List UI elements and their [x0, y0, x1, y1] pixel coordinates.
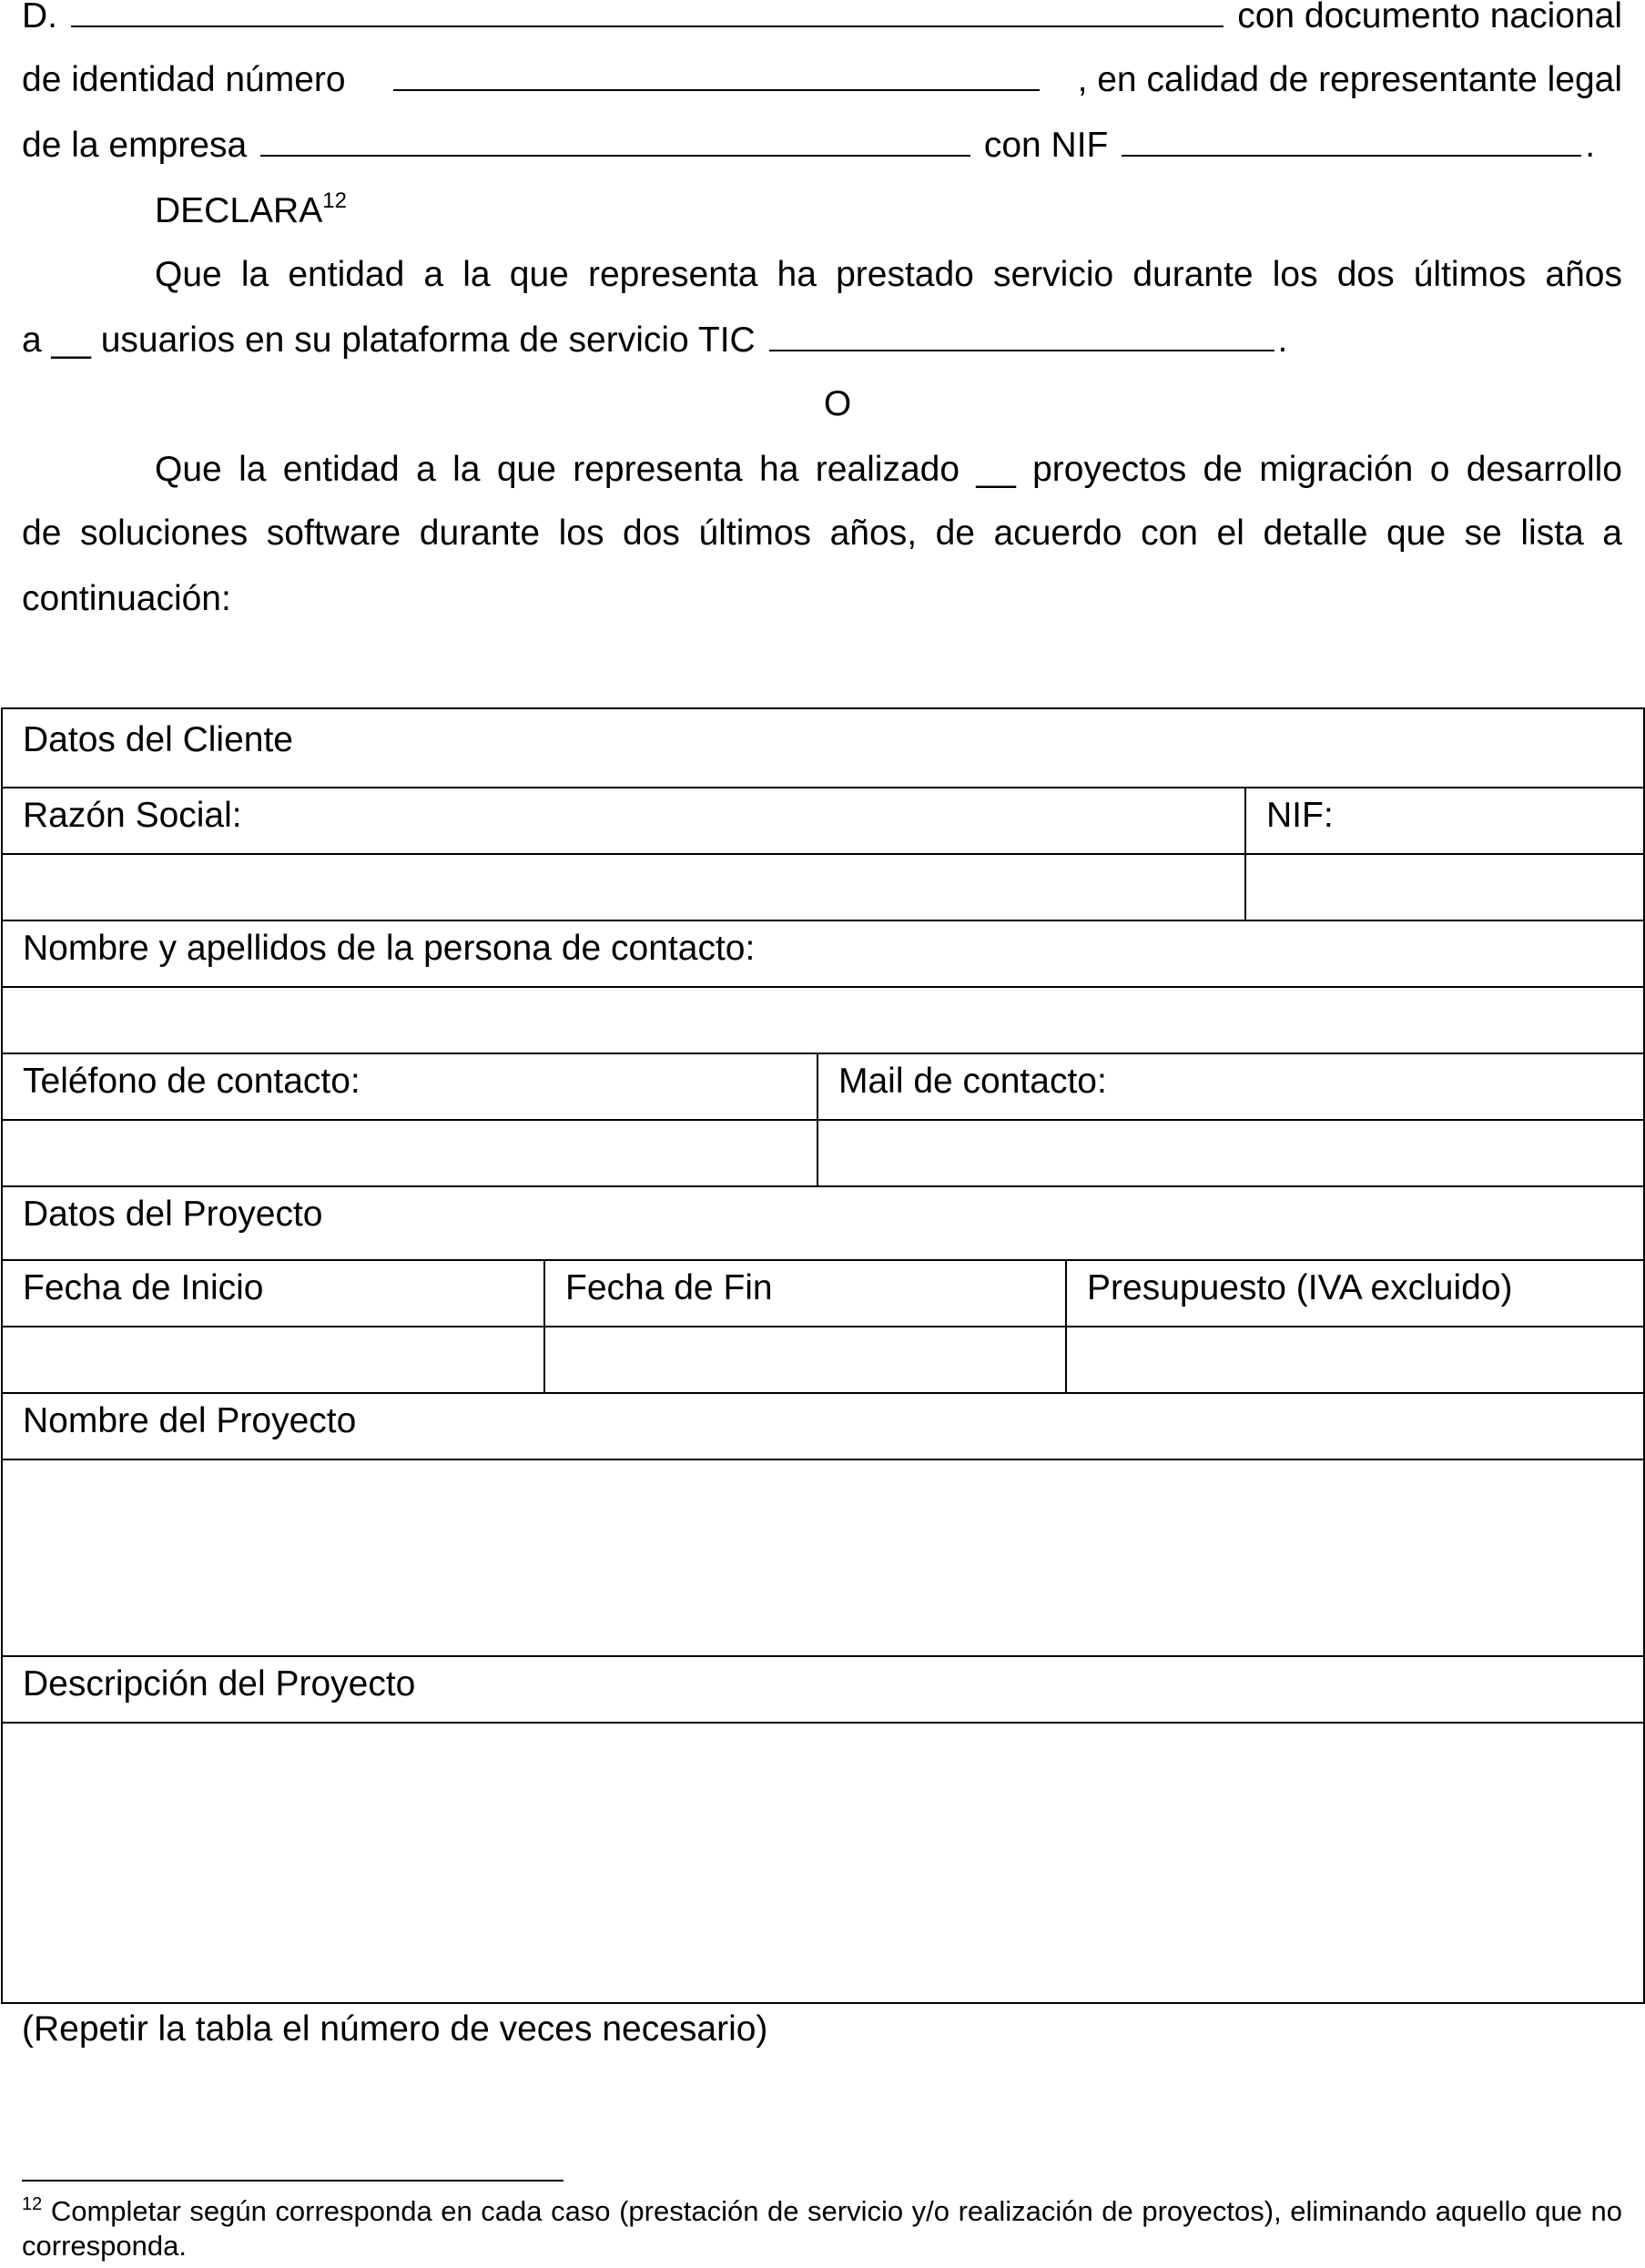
- footnote-text: Completar según corresponda en cada caso (prestación de servicio y/o realización de proyectos), eliminando aquello que no corresponda.: [22, 2195, 1622, 2262]
- repeat-table-note: (Repetir la tabla el número de veces necesario): [22, 2009, 768, 2049]
- project-section-header: Datos del Proyecto: [2, 1186, 1644, 1260]
- or-label: O: [823, 384, 852, 423]
- option1-text-2: a __ usuarios en su plataforma de servicio TIC: [22, 320, 766, 360]
- end-date-label: Fecha de Fin: [544, 1260, 1066, 1327]
- option1-line2: [22, 308, 1622, 373]
- declara-label: DECLARA: [155, 191, 323, 230]
- project-description-label: Descripción del Proyecto: [2, 1656, 1644, 1723]
- phone-mail-input-row: [2, 1120, 1644, 1186]
- option2-text-3: continuación:: [22, 579, 231, 618]
- tic-platform-blank[interactable]: [769, 319, 1274, 351]
- footnote-number: 12: [22, 2194, 43, 2214]
- client-section-header: Datos del Cliente: [2, 708, 1644, 788]
- footnote-ref: 12: [322, 188, 347, 213]
- phone-label: Teléfono de contacto:: [2, 1053, 817, 1120]
- mail-field[interactable]: [817, 1120, 1644, 1186]
- declarant-name-line: [22, 0, 1622, 49]
- line3-suffix: .: [1585, 126, 1596, 165]
- declarant-name-blank[interactable]: [71, 0, 1224, 27]
- option2-line3: [22, 566, 1622, 632]
- project-description-label-row: [2, 1656, 1644, 1723]
- company-name-blank[interactable]: [260, 124, 970, 157]
- razon-nif-input-row: [2, 854, 1644, 920]
- budget-field[interactable]: [1066, 1327, 1644, 1393]
- option1-line1: [22, 242, 1622, 308]
- razon-social-field[interactable]: [2, 854, 1245, 920]
- line2-prefix: de identidad número: [22, 60, 356, 99]
- budget-label: Presupuesto (IVA excluido): [1066, 1260, 1644, 1327]
- dates-budget-label-row: [2, 1260, 1644, 1327]
- line1-prefix: D.: [22, 0, 67, 36]
- line1-suffix: con documento nacional: [1227, 0, 1622, 36]
- project-description-field[interactable]: [2, 1723, 1644, 2003]
- option2-text-1: Que la entidad a la que representa ha realizado __ proyectos de migración o desarrollo: [155, 450, 1622, 489]
- id-number-line: [22, 47, 1622, 113]
- declara-heading: [155, 178, 347, 244]
- footnote-divider: [22, 2180, 564, 2182]
- project-form-table: [1, 707, 1645, 2004]
- razon-social-label: Razón Social:: [2, 788, 1245, 854]
- razon-nif-label-row: [2, 788, 1644, 854]
- start-date-label: Fecha de Inicio: [2, 1260, 544, 1327]
- dates-budget-input-row: [2, 1327, 1644, 1393]
- mail-label: Mail de contacto:: [817, 1053, 1644, 1120]
- project-section-row: [2, 1186, 1644, 1260]
- contact-name-label: Nombre y apellidos de la persona de contacto:: [2, 920, 1644, 987]
- nif-label: NIF:: [1245, 788, 1644, 854]
- option2-text-2: de soluciones software durante los dos últimos años, de acuerdo con el detalle que se lista a: [22, 514, 1622, 553]
- or-separator: [0, 371, 1645, 437]
- footnote: [22, 2194, 1622, 2263]
- nif-field[interactable]: [1245, 854, 1644, 920]
- option1-text-end: .: [1277, 320, 1288, 360]
- id-number-blank[interactable]: [393, 58, 1040, 91]
- project-name-field[interactable]: [2, 1459, 1644, 1656]
- end-date-field[interactable]: [544, 1327, 1066, 1393]
- project-description-input-row: [2, 1723, 1644, 2003]
- contact-name-input-row: [2, 987, 1644, 1053]
- line3-middle: con NIF: [973, 126, 1119, 165]
- line2-suffix: , en calidad de representante legal: [1077, 60, 1622, 99]
- client-section-row: [2, 708, 1644, 788]
- project-name-input-row: [2, 1459, 1644, 1656]
- project-name-label: Nombre del Proyecto: [2, 1393, 1644, 1459]
- company-nif-blank[interactable]: [1122, 124, 1581, 157]
- contact-name-label-row: [2, 920, 1644, 987]
- phone-field[interactable]: [2, 1120, 817, 1186]
- line3-prefix: de la empresa: [22, 126, 257, 165]
- option2-line1: [22, 437, 1622, 503]
- option1-text-1: Que la entidad a la que representa ha prestado servicio durante los dos últimos años: [155, 255, 1622, 294]
- option2-line2: [22, 501, 1622, 566]
- phone-mail-label-row: [2, 1053, 1644, 1120]
- start-date-field[interactable]: [2, 1327, 544, 1393]
- contact-name-field[interactable]: [2, 987, 1644, 1053]
- company-line: [22, 113, 1622, 178]
- project-name-label-row: [2, 1393, 1644, 1459]
